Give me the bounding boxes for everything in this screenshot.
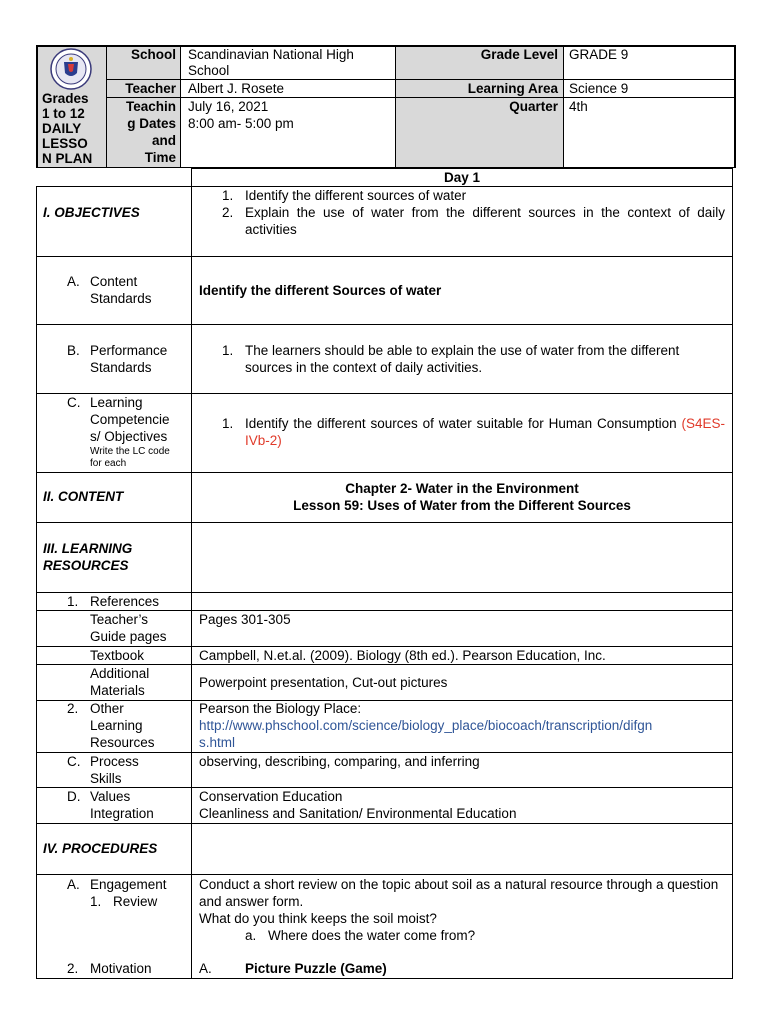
engagement-question: What do you think keeps the soil moist? <box>199 911 437 926</box>
values-label-2: Integration <box>90 806 154 821</box>
teacher-value: Albert J. Rosete <box>188 81 285 96</box>
process-label-1: Process <box>90 754 139 769</box>
quarter-value: 4th <box>569 99 588 114</box>
performance-standards-label-2: Standards <box>90 360 152 375</box>
grades-label-1: Grades <box>42 91 89 106</box>
learning-area-label: Learning Area <box>467 81 558 96</box>
content-standards-label-1: Content <box>90 274 138 289</box>
engagement-text: Conduct a short review on the topic about soil as a natural resource through a question and answer form. <box>199 877 719 909</box>
grades-label-2: 1 to 12 <box>42 106 85 121</box>
objective-num-1: 1. <box>222 188 234 203</box>
day-label: Day 1 <box>443 170 481 185</box>
performance-standards-label-1: Performance <box>90 343 168 358</box>
tg-value: Pages 301-305 <box>199 612 291 627</box>
grades-label-5: N PLAN <box>42 151 93 166</box>
dates-label-4: Time <box>144 150 176 165</box>
other-link-2[interactable]: s.html <box>199 735 236 750</box>
dates-value-1: July 16, 2021 <box>188 99 269 114</box>
grade-level-label: Grade Level <box>480 47 558 62</box>
sub-question: Where does the water come from? <box>268 928 476 943</box>
learning-area-value: Science 9 <box>569 81 629 96</box>
motivation-num: 2. <box>67 961 79 976</box>
sub-letter: a. <box>245 928 257 943</box>
review-num: 1. <box>90 894 102 909</box>
quarter-label: Quarter <box>509 99 558 114</box>
other-label-2: Learning <box>90 718 143 733</box>
content-standards-label-2: Standards <box>90 291 152 306</box>
resources-label-1: III. LEARNING <box>43 541 133 556</box>
values-value-2: Cleanliness and Sanitation/ Environmental Education <box>199 806 517 821</box>
teacher-label: Teacher <box>125 81 176 96</box>
school-label: School <box>130 47 176 62</box>
resources-label-2: RESOURCES <box>43 558 129 573</box>
grades-label-4: LESSO <box>42 136 88 151</box>
motivation-letter: A. <box>199 961 212 976</box>
school-value-1: Scandinavian National High <box>188 47 354 62</box>
performance-standards-letter: B. <box>67 343 80 358</box>
references-label: References <box>90 594 160 609</box>
objective-item-2: Explain the use of water from the different sources in the context of daily activities <box>245 205 725 237</box>
procedures-label: IV. PROCEDURES <box>43 841 158 856</box>
engagement-label: Engagement <box>90 877 167 892</box>
values-letter: D. <box>67 789 81 804</box>
competency-code: (S4ES-IVb-2) <box>245 416 725 448</box>
other-value: Pearson the Biology Place: <box>199 701 362 716</box>
competency-item <box>245 415 725 449</box>
competency-text: Identify the different sources of water suitable for Human Consumption <box>245 416 677 431</box>
tg-label-2: Guide pages <box>90 629 167 644</box>
content-line-1: Chapter 2- Water in the Environment <box>345 481 579 496</box>
other-link-1[interactable]: http://www.phschool.com/science/biology_place/biocoach/transcription/difgn <box>199 718 653 733</box>
competencies-label-2: Competencie <box>90 412 170 427</box>
content-standards-letter: A. <box>67 274 80 289</box>
objectives-label: I. OBJECTIVES <box>43 205 140 220</box>
other-label-3: Resources <box>90 735 155 750</box>
content-label: II. CONTENT <box>43 489 124 504</box>
objective-num-2: 2. <box>222 205 234 220</box>
school-value-2: School <box>188 63 230 78</box>
tg-label-1: Teacher’s <box>90 612 149 627</box>
competencies-note-1: Write the LC code <box>90 446 170 457</box>
dates-label-1: Teachin <box>125 99 176 114</box>
process-value: observing, describing, comparing, and inferring <box>199 754 480 769</box>
other-label-1: Other <box>90 701 124 716</box>
performance-standards-item: The learners should be able to explain the use of water from the different sources in the context of daily activities. <box>245 343 680 375</box>
other-num: 2. <box>67 701 79 716</box>
grade-level-value: GRADE 9 <box>569 47 629 62</box>
dates-label-3: and <box>151 133 176 148</box>
performance-num: 1. <box>222 343 234 358</box>
values-value-1: Conservation Education <box>199 789 343 804</box>
competencies-label-1: Learning <box>90 395 143 410</box>
objective-item-1: Identify the different sources of water <box>245 188 467 203</box>
motivation-label: Motivation <box>90 961 152 976</box>
additional-value: Powerpoint presentation, Cut-out pictures <box>199 675 448 690</box>
dates-label-2: g Dates <box>127 116 176 131</box>
grades-label-3: DAILY <box>42 121 82 136</box>
values-label-1: Values <box>90 789 131 804</box>
textbook-value: Campbell, N.et.al. (2009). Biology (8th ed.). Pearson Education, Inc. <box>199 648 606 663</box>
process-letter: C. <box>67 754 81 769</box>
competencies-label-3: s/ Objectives <box>90 429 168 444</box>
additional-label-1: Additional <box>90 666 150 681</box>
additional-label-2: Materials <box>90 683 145 698</box>
dates-value-2: 8:00 am- 5:00 pm <box>188 116 294 131</box>
review-label: Review <box>113 894 158 909</box>
competency-num: 1. <box>222 416 234 431</box>
engagement-letter: A. <box>67 877 80 892</box>
competencies-note-2: for each <box>90 458 127 469</box>
references-num: 1. <box>67 594 79 609</box>
content-line-2: Lesson 59: Uses of Water from the Different Sources <box>293 498 631 513</box>
textbook-label: Textbook <box>90 648 145 663</box>
motivation-value: Picture Puzzle (Game) <box>245 961 387 976</box>
deped-seal-icon <box>46 48 96 90</box>
content-standards-value: Identify the different Sources of water <box>199 283 442 298</box>
competencies-letter: C. <box>67 395 81 410</box>
process-label-2: Skills <box>90 771 122 786</box>
